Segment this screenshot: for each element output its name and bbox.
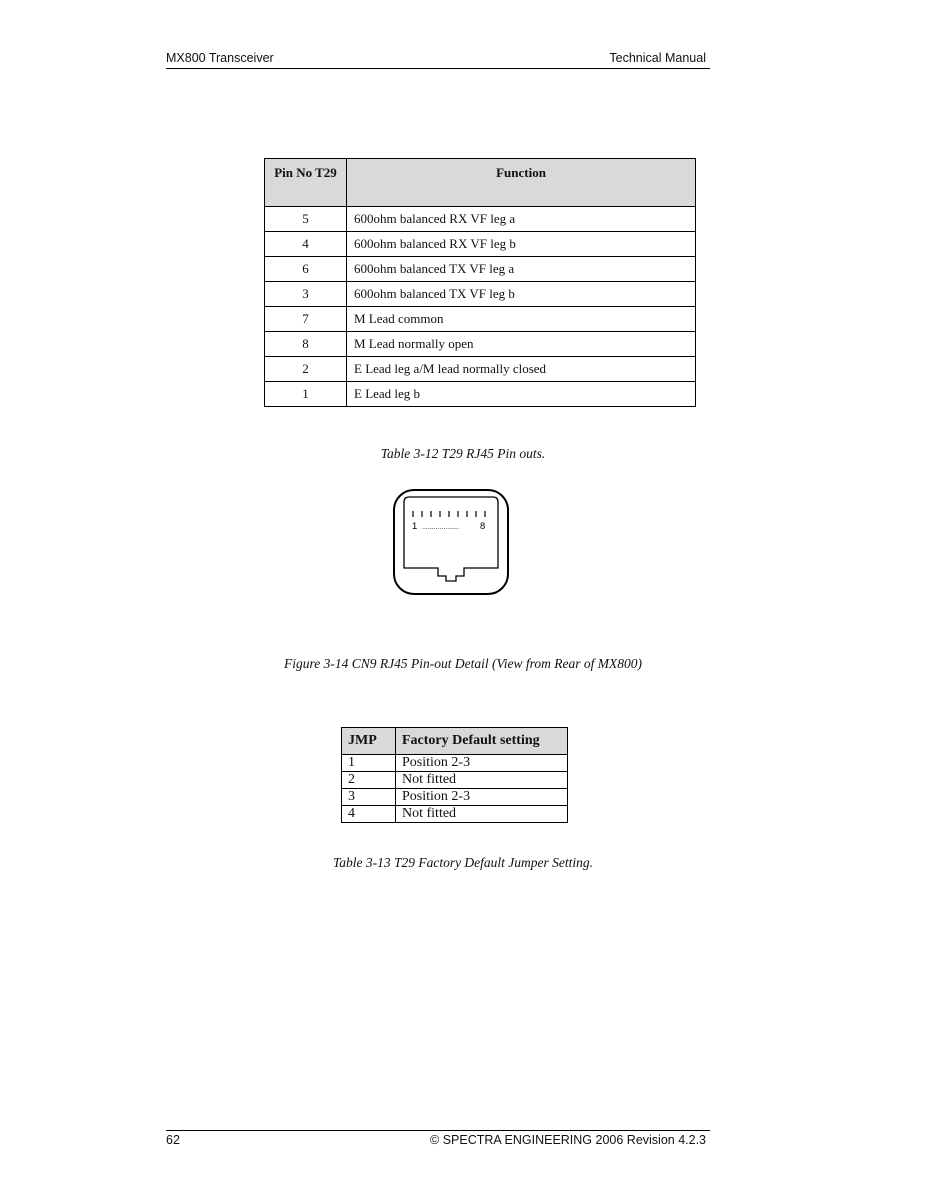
jumper-table-caption: Table 3-13 T29 Factory Default Jumper Setting. <box>332 855 594 870</box>
table-row <box>265 257 696 282</box>
function-column-header: Function <box>347 159 696 207</box>
table-row <box>265 282 696 307</box>
jmp-column-header: JMP <box>342 728 396 755</box>
pin-number-cell: 7 <box>265 307 347 332</box>
function-cell: E Lead leg a/M lead normally closed <box>347 357 696 382</box>
pin-number-cell: 1 <box>265 382 347 407</box>
page-number: 62 <box>166 1133 180 1147</box>
pin-number-cell: 6 <box>265 257 347 282</box>
jumper-settings-table <box>341 727 568 823</box>
jmp-number-cell: 2 <box>342 772 396 789</box>
function-cell: 600ohm balanced TX VF leg a <box>347 257 696 282</box>
table-row <box>265 307 696 332</box>
table-row <box>342 789 568 806</box>
pin-column-header: Pin No T29 <box>265 159 347 207</box>
pin-table-caption: Table 3-12 T29 RJ45 Pin outs. <box>380 446 546 461</box>
figure-caption: Figure 3-14 CN9 RJ45 Pin-out Detail (View from Rear of MX800) <box>284 656 642 671</box>
table-row <box>342 755 568 772</box>
pin-number-cell: 3 <box>265 282 347 307</box>
page-footer <box>166 1130 710 1151</box>
table-row <box>342 806 568 823</box>
table-row <box>265 332 696 357</box>
function-cell: 600ohm balanced RX VF leg b <box>347 232 696 257</box>
table-row <box>342 772 568 789</box>
jmp-number-cell: 1 <box>342 755 396 772</box>
jumper-table-header-row <box>342 728 568 755</box>
pin-out-table <box>264 158 696 407</box>
pin-table-header-row <box>265 159 696 207</box>
jmp-number-cell: 4 <box>342 806 396 823</box>
setting-cell: Not fitted <box>396 772 568 789</box>
page-header <box>166 50 710 69</box>
pin-number-cell: 5 <box>265 207 347 232</box>
setting-cell: Not fitted <box>396 806 568 823</box>
table-row <box>265 207 696 232</box>
pin-label-last: 8 <box>480 521 486 532</box>
pin-number-cell: 4 <box>265 232 347 257</box>
pin-label-dots: ................... <box>422 524 459 531</box>
pin-number-cell: 2 <box>265 357 347 382</box>
header-product-title: MX800 Transceiver <box>166 51 274 65</box>
table-row <box>265 382 696 407</box>
pin-number-cell: 8 <box>265 332 347 357</box>
header-document-title: Technical Manual <box>609 51 706 65</box>
function-cell: M Lead normally open <box>347 332 696 357</box>
function-cell: 600ohm balanced TX VF leg b <box>347 282 696 307</box>
function-cell: M Lead common <box>347 307 696 332</box>
setting-cell: Position 2-3 <box>396 789 568 806</box>
copyright-notice: © SPECTRA ENGINEERING 2006 Revision 4.2.3 <box>430 1133 706 1147</box>
setting-cell: Position 2-3 <box>396 755 568 772</box>
setting-column-header: Factory Default setting <box>396 728 568 755</box>
table-row <box>265 357 696 382</box>
connector-socket-outline <box>404 497 498 581</box>
jmp-number-cell: 3 <box>342 789 396 806</box>
pin-label-first: 1 <box>412 521 418 532</box>
function-cell: E Lead leg b <box>347 382 696 407</box>
table-row <box>265 232 696 257</box>
rj45-connector-icon <box>392 488 510 596</box>
function-cell: 600ohm balanced RX VF leg a <box>347 207 696 232</box>
